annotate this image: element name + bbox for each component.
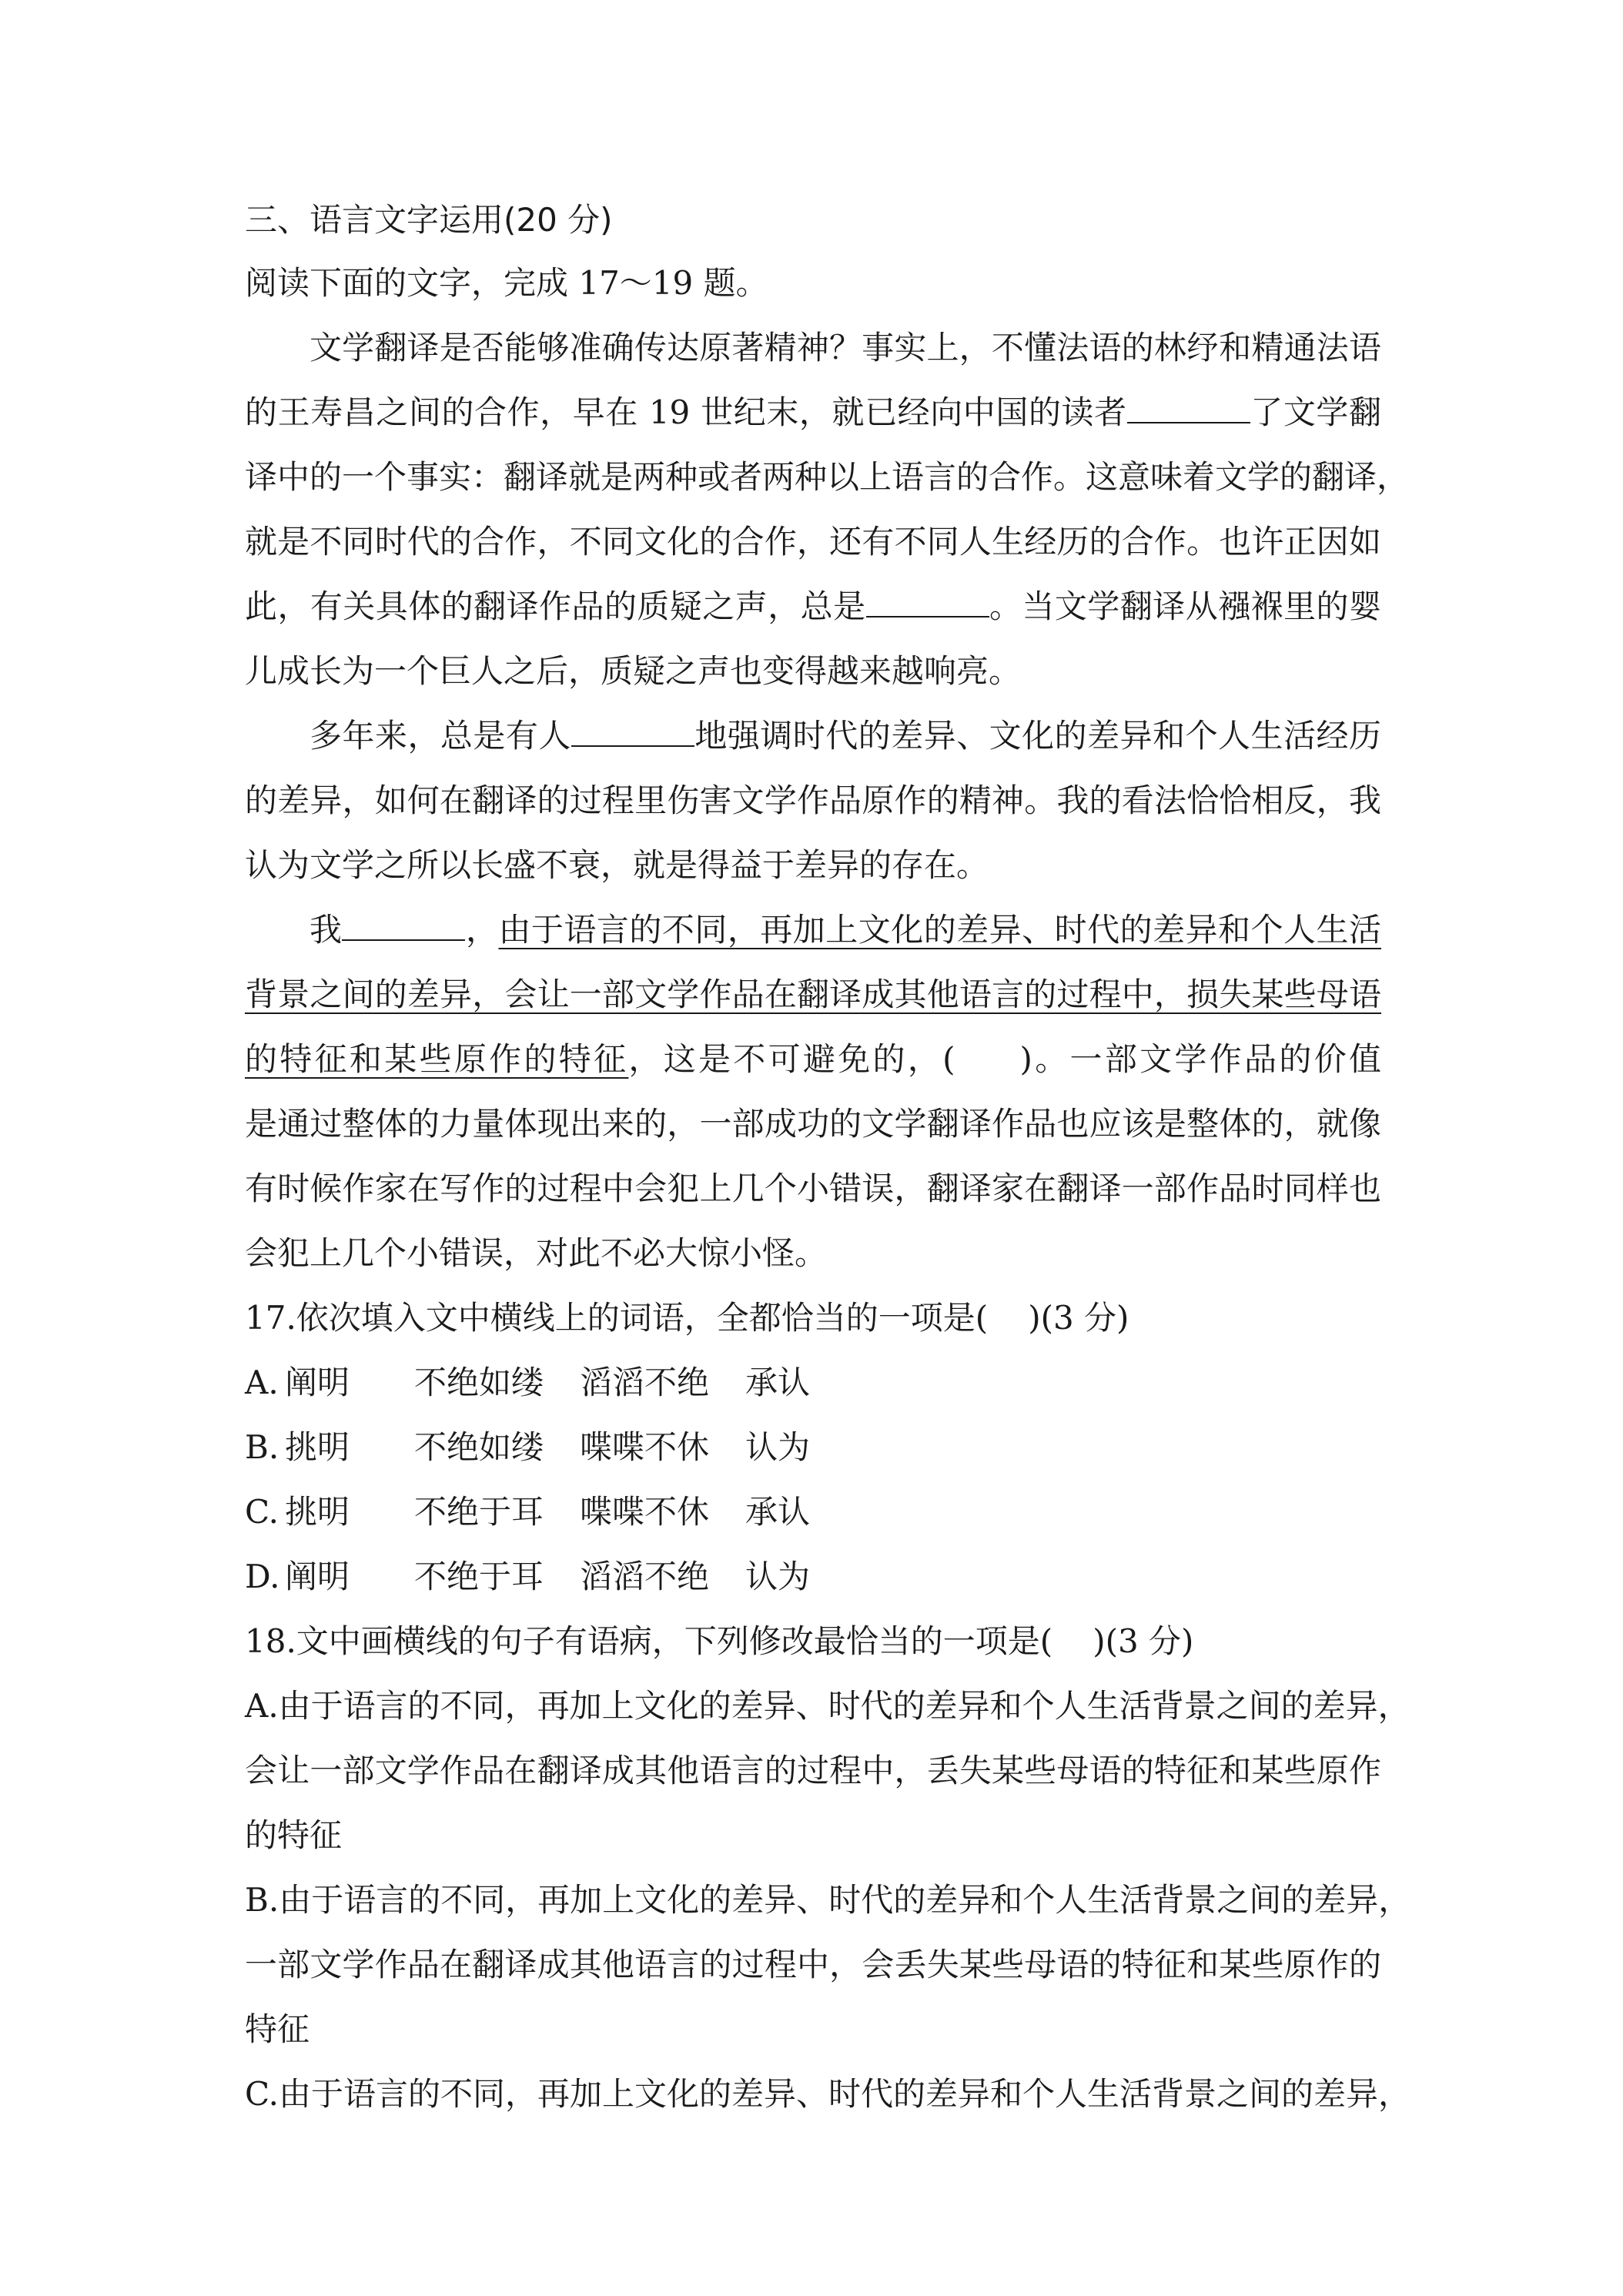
option-word: 阐明 [285, 1558, 350, 1595]
option-word: 不绝如缕 [414, 1364, 544, 1401]
option-label: A. [245, 1364, 279, 1401]
option-b-line[interactable]: 特征 [245, 2010, 310, 2048]
option-word: 滔滔不绝 [580, 1558, 710, 1595]
passage-line: 的差异，如何在翻译的过程里伤害文学作品原作的精神。我的看法恰恰相反，我 [245, 782, 1381, 819]
underlined-sentence: 由于语言的不同，再加上文化的差异、时代的差异和个人生活 [498, 911, 1381, 949]
option-word: 喋喋不休 [580, 1428, 710, 1466]
passage-text: 了文学翻 [1250, 393, 1381, 431]
option-label: C. [245, 1493, 279, 1531]
underlined-sentence: 的特征和某些原作的特征 [245, 1040, 629, 1078]
option-a[interactable] [245, 1361, 810, 1404]
option-a-line[interactable]: 会让一部文学作品在翻译成其他语言的过程中，丢失某些母语的特征和某些原作 [245, 1752, 1381, 1789]
passage-line [245, 1038, 1381, 1081]
passage-text: 此，有关具体的翻译作品的质疑之声，总是 [245, 587, 866, 625]
option-b-line[interactable]: 一部文学作品在翻译成其他语言的过程中，会丢失某些母语的特征和某些原作的 [245, 1946, 1381, 1983]
option-word: 滔滔不绝 [580, 1364, 710, 1401]
passage-text: ，这是不可避免的，( [628, 1040, 955, 1078]
passage-text: 。当文学翻译从襁褓里的婴 [989, 587, 1381, 625]
passage-line: 认为文学之所以长盛不衰，就是得益于差异的存在。 [245, 846, 989, 884]
option-label: B. [245, 1428, 279, 1466]
option-b-line[interactable]: B.由于语言的不同，再加上文化的差异、时代的差异和个人生活背景之间的差异， [245, 1881, 1411, 1919]
passage-line [245, 973, 1381, 1016]
option-word: 不绝于耳 [414, 1493, 544, 1531]
fill-blank-2 [866, 587, 989, 618]
passage-line [310, 909, 1381, 952]
passage-line [245, 391, 1381, 434]
option-word: 挑明 [285, 1493, 350, 1531]
passage-line: 会犯上几个小错误，对此不必大惊小怪。 [245, 1234, 828, 1272]
underlined-sentence: 背景之间的差异，会让一部文学作品在翻译成其他语言的过程中，损失某些母语 [245, 976, 1381, 1013]
option-word: 承认 [745, 1493, 811, 1531]
passage-line [310, 715, 1381, 758]
passage-line [245, 585, 1381, 628]
option-word: 挑明 [285, 1428, 350, 1466]
question-17-stem [245, 1297, 1129, 1340]
fill-blank-3 [571, 716, 694, 747]
fill-blank-1 [1127, 393, 1250, 423]
option-label: D. [245, 1558, 280, 1595]
passage-text: 的王寿昌之间的合作，早在 19 世纪末，就已经向中国的读者 [245, 393, 1127, 431]
passage-text: )。一部文学作品的价值 [1019, 1040, 1382, 1078]
passage-line: 就是不同时代的合作，不同文化的合作，还有不同人生经历的合作。也许正因如 [245, 523, 1381, 561]
question-text: 17.依次填入文中横线上的词语，全都恰当的一项是( [245, 1299, 989, 1337]
passage-line: 儿成长为一个巨人之后，质疑之声也变得越来越响亮。 [245, 652, 1022, 690]
option-word: 认为 [745, 1558, 811, 1595]
fill-blank-4 [342, 910, 465, 941]
option-word: 不绝如缕 [414, 1428, 544, 1466]
passage-line: 有时候作家在写作的过程中会犯上几个小错误，翻译家在翻译一部作品时同样也 [245, 1170, 1381, 1207]
question-score: )(3 分) [1093, 1622, 1194, 1660]
option-c-line[interactable]: C.由于语言的不同，再加上文化的差异、时代的差异和个人生活背景之间的差异， [245, 2075, 1411, 2113]
passage-line: 译中的一个事实：翻译就是两种或者两种以上语言的合作。这意味着文学的翻译， [245, 458, 1410, 496]
question-18-stem [245, 1620, 1193, 1663]
passage-line: 文学翻译是否能够准确传达原著精神？事实上，不懂法语的林纾和精通法语 [310, 329, 1381, 366]
passage-text: 地强调时代的差异、文化的差异和个人生活经历 [694, 717, 1381, 755]
option-word: 认为 [745, 1428, 811, 1466]
option-word: 阐明 [285, 1364, 350, 1401]
option-word: 不绝于耳 [414, 1558, 544, 1595]
option-d[interactable] [245, 1555, 810, 1598]
passage-text: 我 [310, 911, 343, 949]
passage-line: 是通过整体的力量体现出来的，一部成功的文学翻译作品也应该是整体的，就像 [245, 1105, 1381, 1143]
passage-text: ， [465, 911, 499, 949]
section-instruction: 阅读下面的文字，完成 17～19 题。 [245, 264, 768, 302]
section-heading: 三、语言文字运用(20 分) [245, 201, 613, 239]
passage-text: 多年来，总是有人 [310, 717, 571, 755]
option-b[interactable] [245, 1426, 810, 1469]
option-a-line[interactable]: A.由于语言的不同，再加上文化的差异、时代的差异和个人生活背景之间的差异， [245, 1687, 1411, 1725]
question-score: )(3 分) [1028, 1299, 1129, 1337]
option-word: 喋喋不休 [580, 1493, 710, 1531]
option-word: 承认 [745, 1364, 811, 1401]
option-c[interactable] [245, 1491, 810, 1534]
option-a-line[interactable]: 的特征 [245, 1816, 343, 1854]
question-text: 18.文中画横线的句子有语病，下列修改最恰当的一项是( [245, 1622, 1053, 1660]
